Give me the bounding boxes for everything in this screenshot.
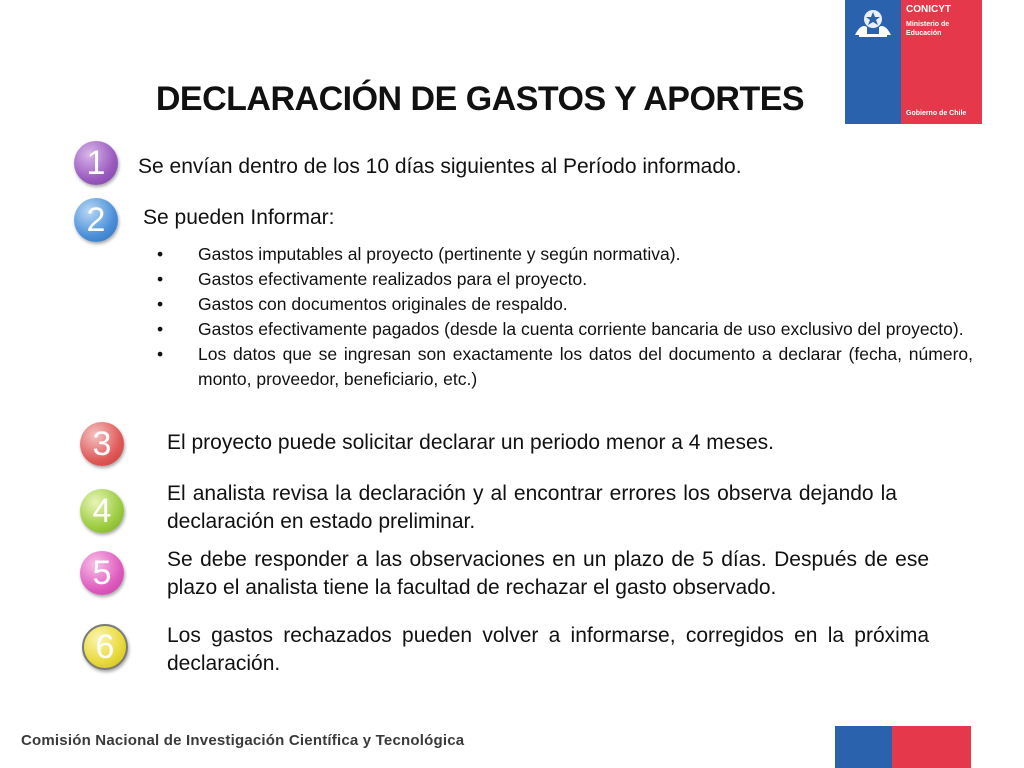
number-badge-2: 2 (74, 198, 118, 242)
item-3-text: El proyecto puede solicitar declarar un periodo menor a 4 meses. (167, 431, 774, 454)
item-6-text: Los gastos rechazados pueden volver a informarse, corregidos en la próxima declaración. (167, 624, 929, 675)
number-badge-5: 5 (80, 551, 124, 595)
item-5-text: Se debe responder a las observaciones en un plazo de 5 días. Después de ese plazo el analista tiene la facultad de rechazar el gasto observado. (167, 548, 929, 599)
item-1-text: Se envían dentro de los 10 días siguientes al Período informado. (138, 155, 742, 178)
logo-government: Gobierno de Chile (906, 110, 967, 117)
bullet-dot: • (157, 244, 164, 264)
item-4-text: El analista revisa la declaración y al encontrar errores los observa dejando la declaración en estado preliminar. (167, 482, 897, 533)
flag-bar (835, 726, 971, 768)
flag-blue (835, 726, 892, 768)
bullet-item (157, 267, 973, 292)
bullet-dot: • (157, 344, 164, 364)
number-badge-4: 4 (80, 489, 124, 533)
logo-ministry-line2: Educación (906, 30, 942, 37)
bullet-item (157, 292, 973, 317)
bullet-item (157, 317, 973, 342)
bullet-dot: • (157, 294, 164, 314)
page-title: DECLARACIÓN DE GASTOS Y APORTES (155, 80, 805, 118)
flag-red (892, 726, 971, 768)
bullet-text: Gastos con documentos originales de respaldo. (198, 294, 568, 314)
bullet-text: Los datos que se ingresan son exactamente los datos del documento a declarar (fecha, número, monto, proveedor, beneficiario, etc.) (198, 344, 973, 389)
bullet-item (157, 242, 973, 267)
logo-ministry-line1: Ministerio de (906, 21, 950, 28)
footer-org-name: Comisión Nacional de Investigación Científica y Tecnológica (21, 732, 465, 749)
bullet-text: Gastos imputables al proyecto (pertinente y según normativa). (198, 244, 681, 264)
number-badge-3: 3 (80, 422, 124, 466)
bullet-list (157, 242, 973, 392)
bullet-text: Gastos efectivamente realizados para el proyecto. (198, 269, 588, 289)
item-2-text: Se pueden Informar: (143, 206, 335, 229)
number-badge-1: 1 (74, 141, 118, 185)
bullet-dot: • (157, 269, 164, 289)
number-badge-6: 6 (82, 624, 128, 670)
bullet-text: Gastos efectivamente pagados (desde la cuenta corriente bancaria de uso exclusivo del proyecto). (198, 319, 964, 339)
logo-org-name: CONICYT (906, 4, 951, 15)
coat-of-arms-icon (849, 5, 897, 39)
bullet-dot: • (157, 319, 164, 339)
logo-ministry (906, 20, 949, 38)
bullet-item (157, 342, 973, 392)
